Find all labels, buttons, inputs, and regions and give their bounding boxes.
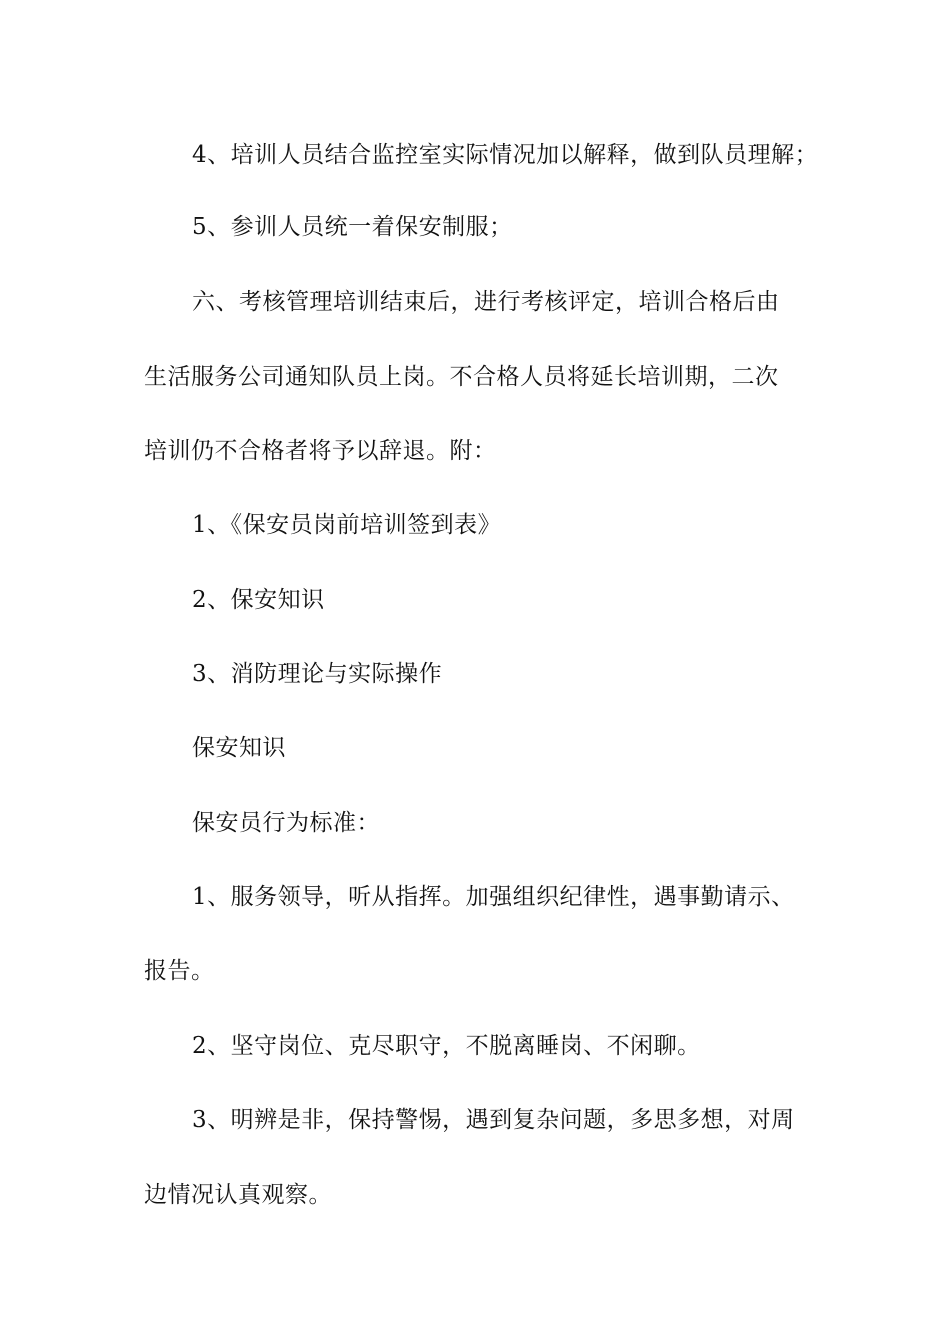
attachment-item: 2、保安知识 [192,587,325,613]
paragraph-line: 3、明辨是非，保持警惕，遇到复杂问题，多思多想，对周 [192,1107,795,1133]
subheading: 保安员行为标准： [192,810,380,836]
paragraph-line: 生活服务公司通知队员上岗。不合格人员将延长培训期，二次 [144,364,779,390]
paragraph-line: 2、坚守岗位、克尽职守，不脱离睡岗、不闲聊。 [192,1033,701,1059]
paragraph-line: 1、服务领导，听从指挥。加强组织纪律性，遇事勤请示、 [192,884,795,910]
attachment-item: 1、《保安员岗前培训签到表》 [192,512,502,538]
subheading: 保安知识 [192,735,286,761]
paragraph-line: 培训仍不合格者将予以辞退。附： [144,438,497,464]
paragraph-line: 4、培训人员结合监控室实际情况加以解释，做到队员理解； [192,142,819,168]
paragraph-line: 报告。 [144,958,215,984]
section-heading-line: 六、考核管理培训结束后，进行考核评定，培训合格后由 [192,289,780,315]
paragraph-line: 5、参训人员统一着保安制服； [192,214,513,240]
paragraph-line: 边情况认真观察。 [144,1182,332,1208]
attachment-item: 3、消防理论与实际操作 [192,661,443,687]
